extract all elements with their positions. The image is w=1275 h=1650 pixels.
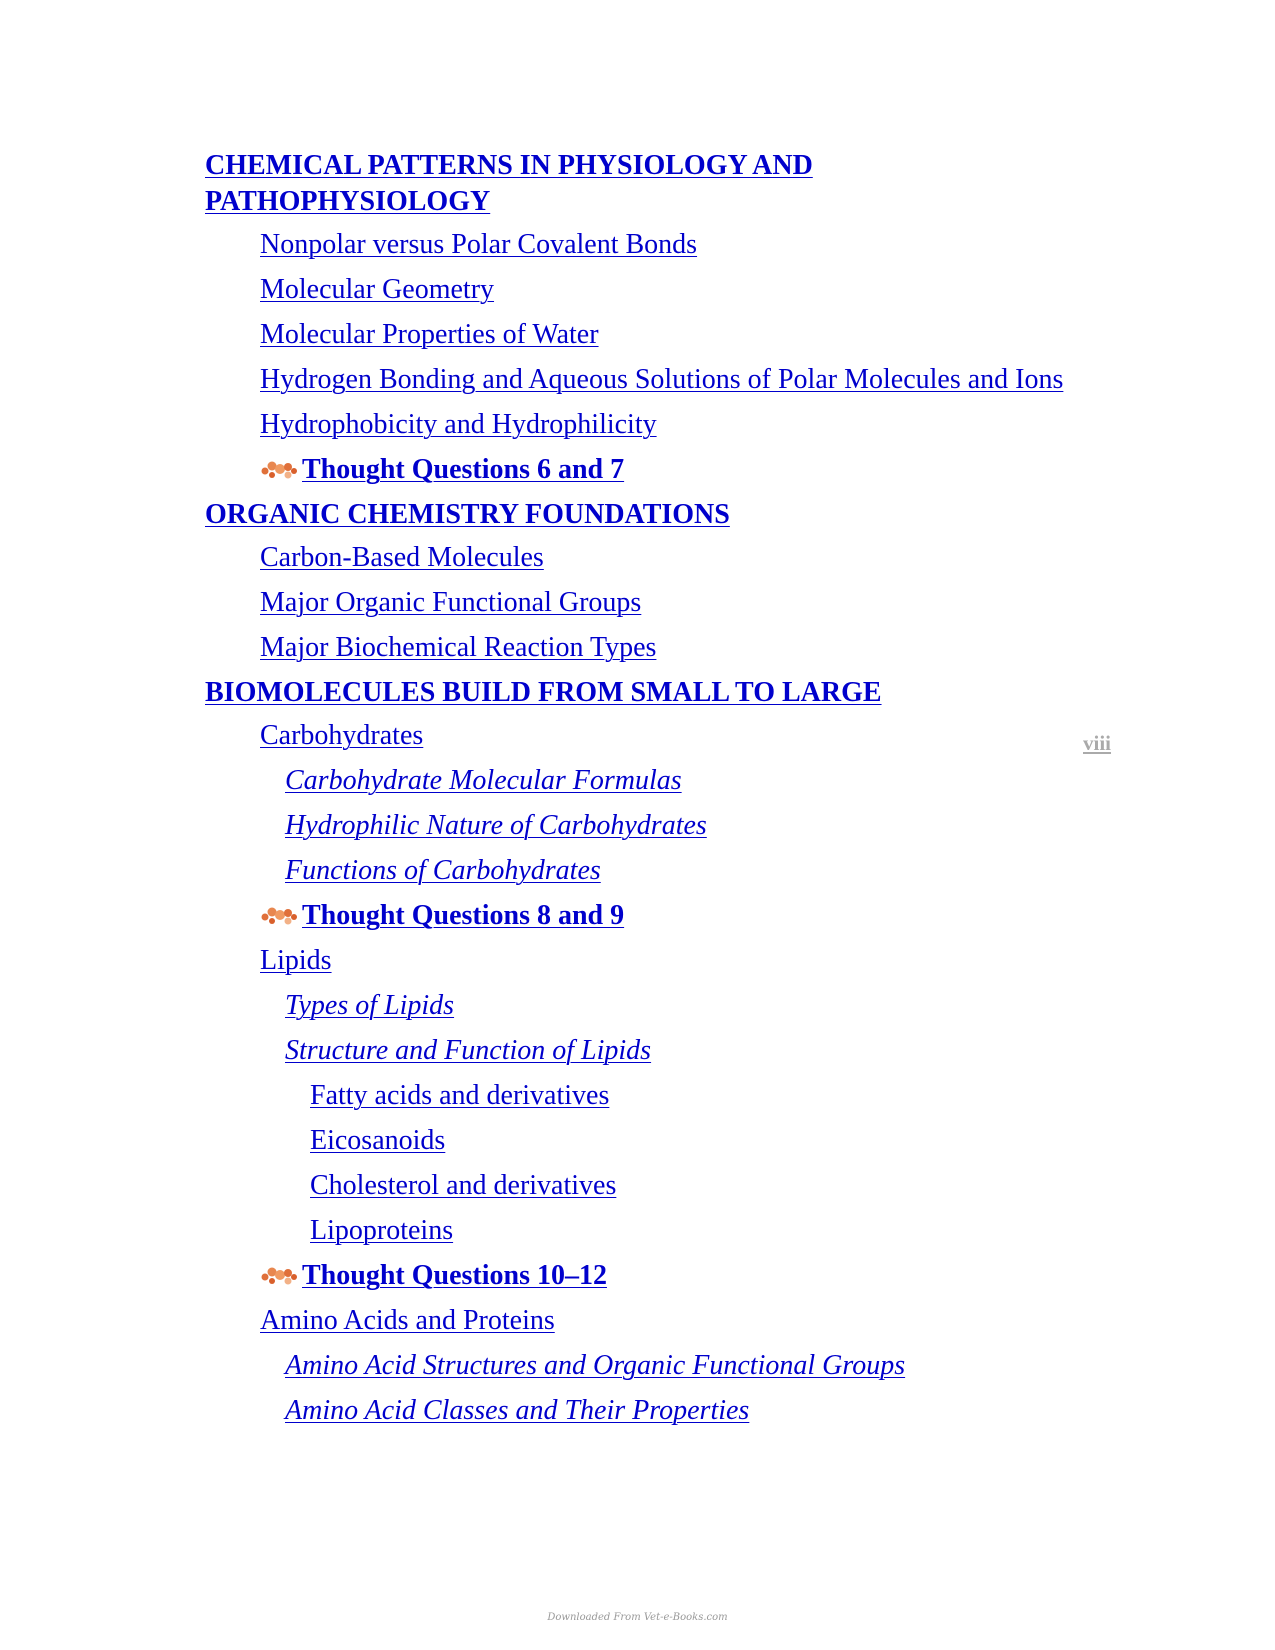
toc-entry-hydrogen-bonding[interactable]: Hydrogen Bonding and Aqueous Solutions of Polar Molecules and Ions <box>260 364 1064 395</box>
molecule-icon <box>260 1264 298 1286</box>
toc-entry-thought-questions-6-7[interactable] <box>260 452 1115 488</box>
table-of-contents <box>205 148 1105 1438</box>
toc-entry-amino-acid-structures[interactable]: Amino Acid Structures and Organic Functional Groups <box>285 1350 906 1381</box>
toc-entry-biomolecules[interactable]: BIOMOLECULES BUILD FROM SMALL TO LARGE <box>205 677 882 708</box>
toc-entry-label: Thought Questions 6 and 7 <box>302 454 625 485</box>
toc-entry-molecular-properties-water[interactable]: Molecular Properties of Water <box>260 319 599 350</box>
molecule-icon <box>260 904 298 926</box>
page-number-link[interactable]: viii <box>1083 731 1112 755</box>
toc-entry-thought-questions-10-12[interactable] <box>260 1258 1115 1294</box>
toc-entry-functions-carbohydrates[interactable]: Functions of Carbohydrates <box>285 855 601 886</box>
toc-entry-hydrophilic-carbohydrates[interactable]: Hydrophilic Nature of Carbohydrates <box>285 810 707 841</box>
toc-entry-lipids[interactable]: Lipids <box>260 945 332 976</box>
toc-entry-types-of-lipids[interactable]: Types of Lipids <box>285 990 455 1021</box>
toc-entry-structure-function-lipids[interactable]: Structure and Function of Lipids <box>285 1035 652 1066</box>
toc-entry-biochemical-reaction-types[interactable]: Major Biochemical Reaction Types <box>260 632 657 663</box>
toc-entry-label: Thought Questions 10–12 <box>302 1260 607 1291</box>
toc-entry-organic-chemistry[interactable]: ORGANIC CHEMISTRY FOUNDATIONS <box>205 499 730 530</box>
toc-entry-eicosanoids[interactable]: Eicosanoids <box>310 1125 446 1156</box>
toc-entry-thought-questions-8-9[interactable] <box>260 898 1115 934</box>
toc-entry-nonpolar-polar-bonds[interactable]: Nonpolar versus Polar Covalent Bonds <box>260 229 698 260</box>
toc-entry-molecular-geometry[interactable]: Molecular Geometry <box>260 274 495 305</box>
toc-entry-hydrophobicity[interactable]: Hydrophobicity and Hydrophilicity <box>260 409 657 440</box>
toc-entry-label: Thought Questions 8 and 9 <box>302 900 625 931</box>
toc-entry-fatty-acids[interactable]: Fatty acids and derivatives <box>310 1080 610 1111</box>
toc-entry-amino-acids-proteins[interactable]: Amino Acids and Proteins <box>260 1305 555 1336</box>
toc-entry-carbohydrates[interactable]: Carbohydrates <box>260 720 424 751</box>
footer-watermark: Downloaded From Vet-e-Books.com <box>547 1612 728 1623</box>
toc-entry-amino-acid-classes[interactable]: Amino Acid Classes and Their Properties <box>285 1395 750 1426</box>
molecule-icon <box>260 458 298 480</box>
toc-entry-cholesterol[interactable]: Cholesterol and derivatives <box>310 1170 617 1201</box>
toc-entry-chemical-patterns[interactable]: CHEMICAL PATTERNS IN PHYSIOLOGY AND PATHOPHYSIOLOGY <box>205 150 813 217</box>
toc-entry-lipoproteins[interactable]: Lipoproteins <box>310 1215 454 1246</box>
toc-entry-carbohydrate-formulas[interactable]: Carbohydrate Molecular Formulas <box>285 765 682 796</box>
toc-entry-organic-functional-groups[interactable]: Major Organic Functional Groups <box>260 587 642 618</box>
toc-entry-carbon-based-molecules[interactable]: Carbon-Based Molecules <box>260 542 544 573</box>
